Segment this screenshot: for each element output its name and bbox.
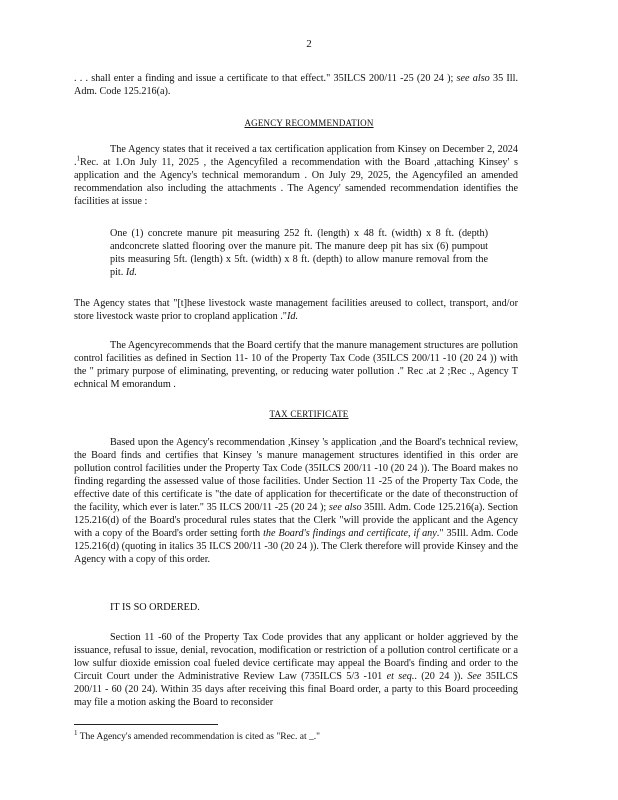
section-text-c: 35ILCS 200/11 - 60 (20 24). Within 35 days after receiving this final Board order, a party to this Board proceeding may file a motion asking the Board to reconsider [74, 671, 519, 708]
heading-agency-recommendation: AGENCY RECOMMENDATION [244, 118, 374, 128]
states-paragraph [74, 297, 518, 323]
certificate-text-c: ." 35Ill. Adm. Code 125.216(d) (quoting in italics 35 ILCS 200/11 -30 (20 24 )). The Clerk therefore will provide Kinsey and the Agency with a copy of this order. [74, 528, 519, 565]
facility-quote [110, 227, 488, 279]
intro-paragraph [74, 72, 518, 98]
certificate-italic-quote: the Board's findings and certificate, if any [263, 528, 437, 539]
intro-cite: 35 Ill. Adm. Code 125.216(a). [74, 73, 518, 97]
certificate-paragraph [74, 436, 518, 566]
footnote-divider [74, 724, 218, 725]
recommends-paragraph: The Agencyrecommends that the Board certify that the manure management structures are pollution control facilities as defined in Section 11- 10 of the Property Tax Code (35ILCS 200/11 -10 (20 24 )) with the " primary purpose of eliminating, preventing, or reducing water pollution ." Rec .at 2 ;Rec ., Agency T echnical M emorandum . [74, 340, 518, 390]
footnote [74, 728, 518, 744]
states-text: The Agency states that "[t]hese livestock waste management facilities areused to collect, transport, and/or store livestock waste prior to cropland application ." [74, 298, 518, 322]
certificate-text-b: 35Ill. Adm. Code 125.216(a). Section 125.216(d) of the Board's procedural rules states that the Clerk "will provide the applicant and the Agency with a copy of the Board's order setting forth [74, 502, 519, 539]
recommendation-paragraph [74, 143, 518, 208]
states-id: Id. [286, 311, 298, 322]
intro-see-also: see also [456, 73, 490, 84]
section-et-seq: et seq. [386, 671, 415, 682]
section-text-a: Section 11 -60 of the Property Tax Code provides that any applicant or holder aggrieved by the issuance, refusal to issue, denial, revocation, modification or restriction of a pollution control certificate or a low sulfur dioxide emission coal fueled device certificate may appeal the Board's finding and order to the Circuit Court under the Administrative Review Law (735ILCS 5/3 -101 [74, 632, 518, 682]
page-number: 2 [306, 38, 312, 50]
intro-text: . . . shall enter a finding and issue a certificate to that effect." 35ILCS 200/11 -25 (20 24 ); [74, 73, 454, 84]
recommendation-text-b: Rec. at 1.On July 11, 2025 , the Agencyfiled a recommendation with the Board ,attaching Kinsey' s application and the Agency's technical memorandum . On July 29, 2025, the Agencyfiled an amended recommendation also including the attachments . The Agency' samended recommendation identifies the facilities at issue : [74, 157, 518, 207]
footnote-number: 1 [74, 728, 78, 737]
section-paragraph [74, 631, 518, 709]
quote-text: One (1) concrete manure pit measuring 252 ft. (length) x 48 ft. (width) x 8 ft. (depth) andconcrete slatted flooring over the manure pit. The manure deep pit has six (6) pumpout pits measuring 5ft. (length) x 5ft. (width) x 8 ft. (depth) to allow manure removal from the pit. [110, 228, 488, 278]
certificate-see-also: see also [328, 502, 362, 513]
footnote-marker: 1 [76, 154, 81, 163]
recommendation-text-a: The Agency states that it received a tax certification application from Kinsey on December 2, 2024 . [74, 144, 518, 168]
section-see: See [467, 671, 482, 682]
ordered-statement: IT IS SO ORDERED. [110, 602, 200, 613]
footnote-text: The Agency's amended recommendation is cited as "Rec. at _." [79, 732, 321, 742]
heading-tax-certificate: TAX CERTIFICATE [269, 409, 349, 419]
certificate-text-a: Based upon the Agency's recommendation ,Kinsey 's application ,and the Board's technical review, the Board finds and certifies that Kinsey 's manure management structures identified in this order are pollution control facilities under the Property Tax Code (35ILCS 200/11 -10 (20 24 )). The Board makes no finding regarding the assessed value of those facilities. Under Section 11 -25 of the Property Tax Code, the effective date of this certificate is "the date of application for thecertificate or the date of theconstruction of the facility, which ever is later." 35 ILCS 200/11 -25 (20 24 ); [74, 437, 518, 513]
section-text-b: . (20 24 )). [414, 671, 463, 682]
quote-id: Id. [125, 267, 137, 278]
